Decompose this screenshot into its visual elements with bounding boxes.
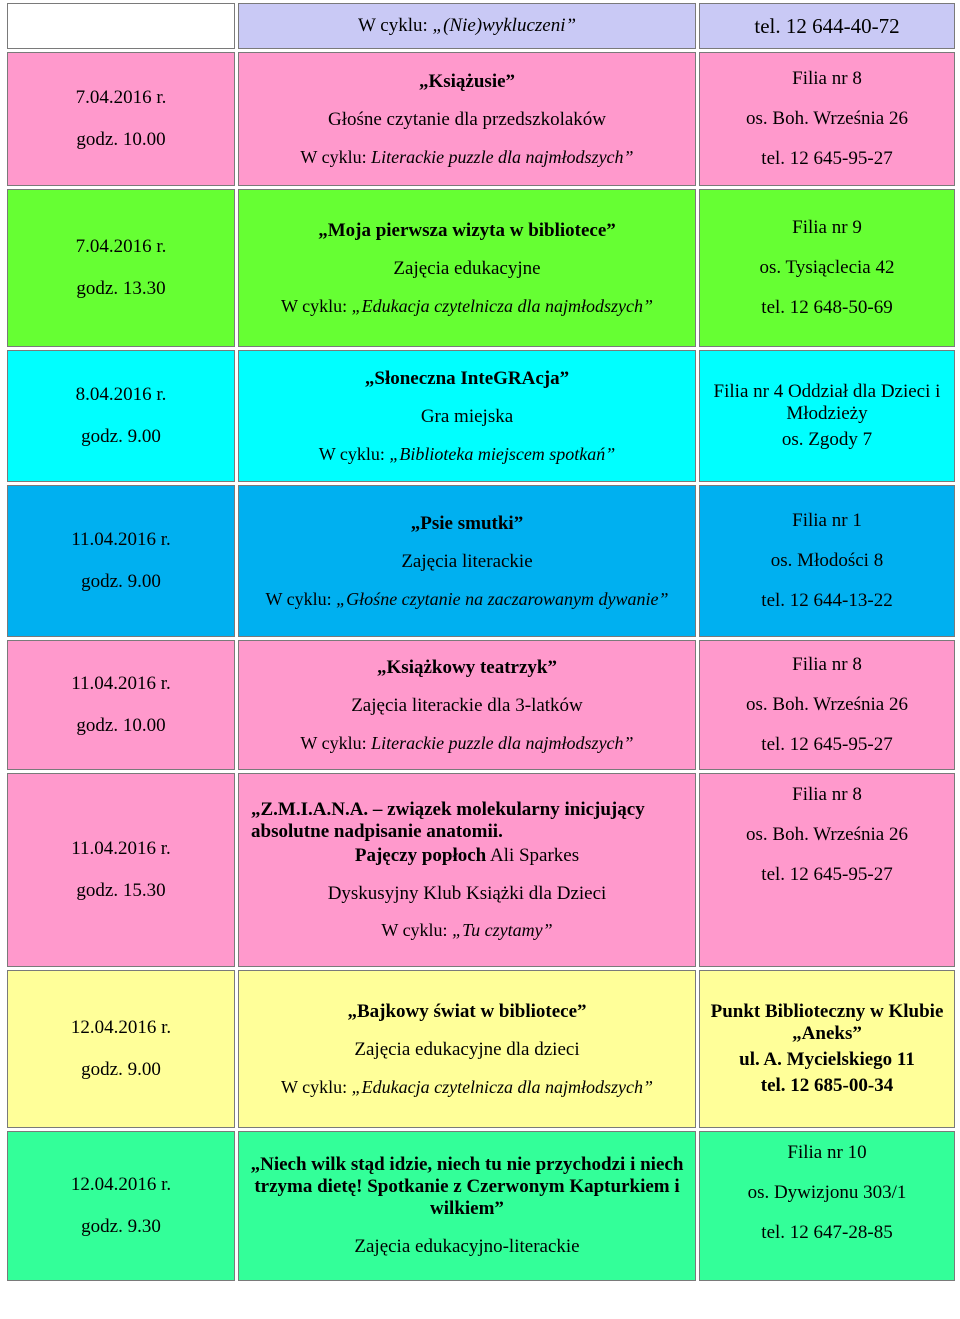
location-phone: tel. 12 647-28-85 (761, 1221, 893, 1243)
event-date: 7.04.2016 r. (75, 236, 167, 258)
location-name: Punkt Biblioteczny w Klubie „Aneks” (710, 1001, 944, 1045)
event-cell (238, 773, 696, 967)
header-phone: tel. 12 644-40-72 (754, 13, 900, 38)
event-cycle (245, 920, 689, 941)
event-title: „Z.M.I.A.N.A. – związek molekularny inicjujący absolutne nadpisanie anatomii. (251, 798, 645, 842)
event-title: „Moja pierwsza wizyta w bibliotece” (318, 219, 616, 241)
location-phone: tel. 12 648-50-69 (761, 296, 893, 318)
location-cell (699, 189, 955, 347)
location-address: os. Młodości 8 (770, 550, 884, 572)
event-cycle (245, 733, 689, 754)
location-name: Filia nr 8 (792, 784, 862, 805)
location-cell (699, 485, 955, 637)
event-date: 12.04.2016 r. (70, 1017, 172, 1039)
event-subtitle: Zajęcia edukacyjne (393, 257, 541, 279)
event-book-author: Ali Sparkes (486, 844, 580, 866)
event-cycle-label: W cyklu: (300, 732, 372, 753)
event-cell (238, 1131, 696, 1281)
schedule-row (7, 1131, 955, 1281)
event-cell (238, 189, 696, 347)
location-phone: tel. 12 685-00-34 (760, 1074, 894, 1096)
event-title: „Psie smutki” (410, 512, 524, 534)
schedule-row (7, 773, 955, 967)
event-cycle (245, 296, 689, 317)
header-cycle-cell (238, 3, 696, 49)
event-cycle-name: „Biblioteka miejscem spotkań” (389, 443, 616, 464)
date-cell (7, 485, 235, 637)
event-cell (238, 970, 696, 1128)
location-name: Filia nr 9 (792, 217, 862, 239)
header-empty-cell (7, 3, 235, 49)
location-phone: tel. 12 644-13-22 (761, 589, 893, 611)
event-cycle-name: Literackie puzzle dla najmłodszych” (371, 146, 634, 167)
event-cycle-label: W cyklu: (300, 146, 372, 167)
event-cycle (245, 1077, 689, 1098)
event-subtitle: Zajęcia edukacyjno-literackie (354, 1235, 580, 1257)
location-name: Filia nr 10 (787, 1142, 867, 1163)
event-date: 11.04.2016 r. (71, 673, 171, 695)
location-name: Filia nr 1 (792, 510, 862, 532)
event-cycle (245, 589, 689, 610)
date-cell (7, 350, 235, 482)
schedule-row (7, 970, 955, 1128)
location-cell (699, 52, 955, 186)
event-title: „Słoneczna InteGRAcja” (364, 367, 570, 389)
location-address: os. Tysiąclecia 42 (759, 257, 895, 279)
event-time: godz. 9.00 (81, 426, 161, 447)
event-cycle-label: W cyklu: (265, 588, 337, 609)
date-cell (7, 640, 235, 770)
location-phone: tel. 12 645-95-27 (761, 863, 893, 885)
location-cell (699, 970, 955, 1128)
schedule-row (7, 52, 955, 186)
location-name: Filia nr 8 (792, 654, 862, 676)
event-date: 7.04.2016 r. (75, 87, 167, 109)
schedule-row (7, 350, 955, 482)
event-cell (238, 640, 696, 770)
location-cell (699, 350, 955, 482)
date-cell (7, 52, 235, 186)
event-cycle-label: W cyklu: (280, 1076, 352, 1097)
event-title: „Książusie” (418, 70, 516, 92)
event-cycle-label: W cyklu: (318, 443, 390, 464)
location-address: os. Boh. Września 26 (746, 694, 908, 716)
event-title: „Niech wilk stąd idzie, niech tu nie przychodzi i niech trzyma dietę! Spotkanie z Czerwonym Kapturkiem i wilkiem” (250, 1154, 684, 1219)
event-schedule-table (4, 0, 958, 1284)
schedule-row (7, 189, 955, 347)
event-time: godz. 10.00 (76, 129, 166, 150)
event-subtitle: Zajęcia literackie (401, 550, 533, 572)
location-address: ul. A. Mycielskiego 11 (739, 1049, 915, 1070)
event-cycle-name: „Edukacja czytelnicza dla najmłodszych” (351, 1076, 654, 1097)
event-date: 11.04.2016 r. (71, 838, 171, 860)
event-cell (238, 485, 696, 637)
header-phone-cell (699, 3, 955, 49)
event-subtitle: Gra miejska (420, 405, 514, 427)
date-cell (7, 970, 235, 1128)
event-cycle-name: Literackie puzzle dla najmłodszych” (371, 732, 634, 753)
event-cycle (245, 147, 689, 168)
event-title: „Książkowy teatrzyk” (377, 656, 557, 678)
event-book (245, 845, 689, 867)
schedule-row (7, 485, 955, 637)
date-cell (7, 189, 235, 347)
event-date: 8.04.2016 r. (75, 384, 167, 406)
location-cell (699, 1131, 955, 1281)
event-cycle-name: „Głośne czytanie na zaczarowanym dywanie” (336, 588, 669, 609)
header-cycle-name: „(Nie)wykluczeni” (432, 15, 577, 37)
event-date: 12.04.2016 r. (70, 1174, 172, 1196)
location-address: os. Zgody 7 (781, 428, 873, 450)
event-subtitle: Zajęcia literackie dla 3-latków (351, 694, 583, 716)
event-subtitle: Dyskusyjny Klub Książki dla Dzieci (327, 882, 607, 904)
location-name: Filia nr 8 (792, 68, 862, 90)
date-cell (7, 1131, 235, 1281)
location-address: os. Dywizjonu 303/1 (747, 1181, 907, 1203)
header-cycle-label: W cyklu: (357, 15, 433, 37)
event-title: „Bajkowy świat w bibliotece” (347, 1000, 587, 1022)
event-time: godz. 9.00 (81, 1059, 161, 1080)
event-time: godz. 9.00 (81, 571, 161, 592)
event-cycle (245, 444, 689, 465)
location-cell (699, 773, 955, 967)
location-cell (699, 640, 955, 770)
event-subtitle: Głośne czytanie dla przedszkolaków (327, 108, 607, 130)
event-cycle-label: W cyklu: (280, 295, 352, 316)
event-cycle-name: „Edukacja czytelnicza dla najmłodszych” (351, 295, 654, 316)
location-address: os. Boh. Września 26 (746, 823, 908, 845)
event-time: godz. 13.30 (76, 278, 166, 299)
location-address: os. Boh. Września 26 (746, 108, 908, 130)
event-cell (238, 350, 696, 482)
event-cell (238, 52, 696, 186)
location-phone: tel. 12 645-95-27 (761, 733, 893, 755)
event-time: godz. 9.30 (81, 1216, 161, 1237)
event-subtitle: Zajęcia edukacyjne dla dzieci (354, 1038, 580, 1060)
event-cycle-label: W cyklu: (381, 920, 453, 941)
location-phone: tel. 12 645-95-27 (761, 147, 893, 169)
event-time: godz. 10.00 (76, 715, 166, 736)
event-book-title: Pajęczy popłoch (354, 844, 487, 866)
date-cell (7, 773, 235, 967)
location-name: Filia nr 4 Oddział dla Dzieci i Młodzieży (713, 381, 941, 425)
event-time: godz. 15.30 (76, 880, 166, 901)
schedule-row (7, 640, 955, 770)
event-date: 11.04.2016 r. (71, 529, 171, 551)
schedule-header-row (7, 3, 955, 49)
event-cycle-name: „Tu czytamy” (452, 920, 553, 941)
